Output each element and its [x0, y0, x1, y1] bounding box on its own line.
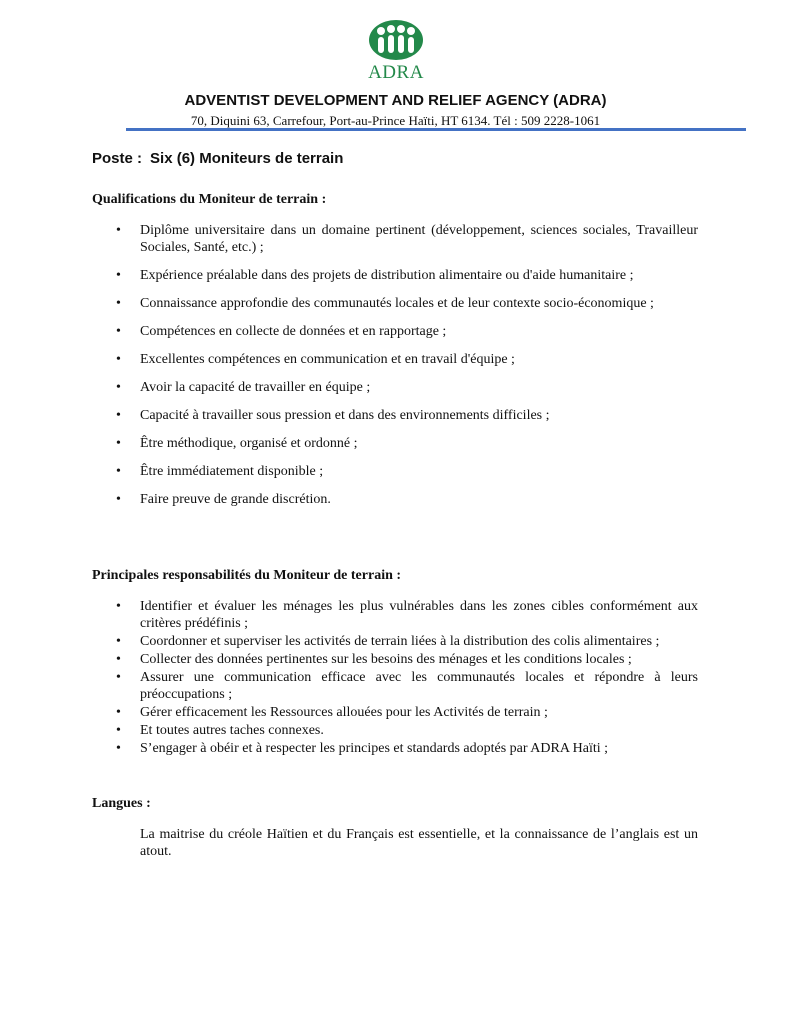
list-item: • Capacité à travailler sous pression et dans des environnements difficiles ; [140, 407, 698, 424]
logo-text: ADRA [368, 62, 424, 83]
job-title [92, 150, 343, 167]
poste-title: Six (6) Moniteurs de terrain [150, 150, 344, 167]
list-item: • Et toutes autres taches connexes. [140, 722, 698, 739]
languages-text: La maitrise du créole Haïtien et du Français est essentielle, et la connaissance de l’anglais est un atout. [140, 827, 698, 859]
list-item: • Excellentes compétences en communication et en travail d'équipe ; [140, 351, 698, 368]
list-item: • Avoir la capacité de travailler en équipe ; [140, 379, 698, 396]
list-item: • Gérer efficacement les Ressources allouées pour les Activités de terrain ; [140, 704, 698, 721]
qualifications-list [140, 222, 698, 519]
list-item: • Collecter des données pertinentes sur les besoins des ménages et les conditions locales ; [140, 651, 698, 668]
list-item: • Diplôme universitaire dans un domaine pertinent (développement, sciences sociales, Travailleur Sociales, Santé, etc.) ; [140, 222, 698, 256]
list-item: • Connaissance approfondie des communautés locales et de leur contexte socio-économique ; [140, 295, 698, 312]
list-item: • Faire preuve de grande discrétion. [140, 491, 698, 508]
list-item: • Être immédiatement disponible ; [140, 463, 698, 480]
org-name: ADVENTIST DEVELOPMENT AND RELIEF AGENCY (ADRA) [184, 92, 607, 109]
qualifications-heading: Qualifications du Moniteur de terrain : [92, 192, 327, 207]
list-item: • Être méthodique, organisé et ordonné ; [140, 435, 698, 452]
languages-heading: Langues : [92, 796, 151, 811]
list-item: • Assurer une communication efficace avec les communautés locales et répondre à leurs préoccupations ; [140, 669, 698, 703]
adra-logo [366, 18, 426, 82]
responsibilities-list [140, 598, 698, 758]
list-item: • Coordonner et superviser les activités de terrain liées à la distribution des colis alimentaires ; [140, 633, 698, 650]
adra-emblem-icon [366, 18, 426, 62]
responsibilities-heading: Principales responsabilités du Moniteur de terrain : [92, 568, 402, 583]
poste-label: Poste : [92, 150, 143, 167]
list-item: • Identifier et évaluer les ménages les plus vulnérables dans les zones cibles conformément aux critères prédéfinis ; [140, 598, 698, 632]
header-divider [126, 128, 746, 131]
list-item: • Compétences en collecte de données et en rapportage ; [140, 323, 698, 340]
list-item: • S’engager à obéir et à respecter les principes et standards adoptés par ADRA Haïti ; [140, 740, 698, 757]
list-item: • Expérience préalable dans des projets de distribution alimentaire ou d'aide humanitaire ; [140, 267, 698, 284]
org-address: 70, Diquini 63, Carrefour, Port-au-Prince Haïti, HT 6134. Tél : 509 2228-1061 [190, 113, 601, 128]
